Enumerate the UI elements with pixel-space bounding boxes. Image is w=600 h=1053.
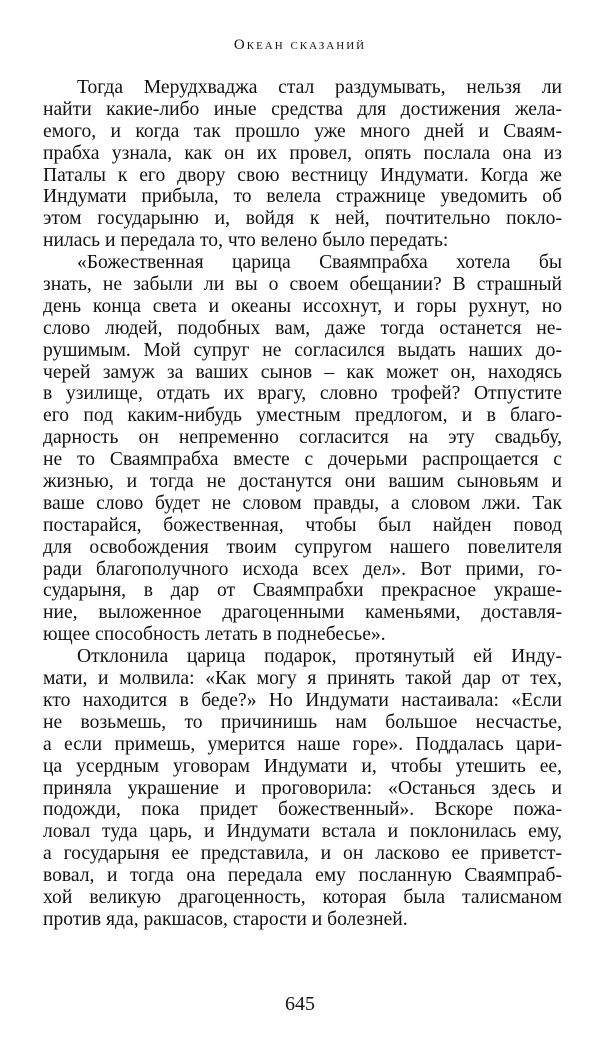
text-line: а государыня ее представила, и он ласково ее приветст- [43, 843, 562, 865]
text-line: его под каким-нибудь уместным предлогом, и в благо- [43, 405, 562, 427]
text-line: ради благополучного исхода всех дел». Вот прими, го- [43, 558, 562, 580]
text-line: подожди, пока придет божественный». Вскоре пожа- [43, 799, 562, 821]
text-line: а если примешь, умерится наше горе». Поддалась цари- [43, 733, 562, 755]
text-line: Тогда Мерудхваджа стал раздумывать, нельзя ли [77, 77, 562, 98]
text-line: приняла украшение и проговорила: «Останься здесь и [43, 777, 562, 799]
text-line: этом государыню и, войдя к ней, почтительно покло- [43, 208, 562, 230]
text-line: жизнью, и тогда не достанутся они вашим сыновьям и [43, 471, 562, 493]
text-line: день конца света и океаны иссохнут, и горы рухнут, но [43, 295, 562, 317]
text-line: для освобождения твоим супругом нашего повелителя [43, 536, 562, 558]
text-line: в узилище, отдать их врагу, словно трофей? Отпустите [43, 383, 562, 405]
text-line: черей замуж за ваших сынов – как может он, находясь [43, 361, 562, 383]
text-line: знать, не забыли ли вы о своем обещании? В страшный [43, 274, 562, 296]
text-line: вовал, и тогда она передала ему посланную Сваямпраб- [43, 865, 562, 887]
text-line: рушимым. Мой супруг не согласился выдать наших до- [43, 339, 562, 361]
text-line: «Божественная царица Сваямпрабха хотела бы [77, 252, 562, 274]
running-header: Океан сказаний [233, 37, 367, 53]
text-line: ловал туда царь, и Индумати встала и поклонилась ему, [43, 821, 562, 843]
text-line: сударыня, в дар от Сваямпрабхи прекрасное украше- [43, 580, 562, 602]
text-line: найти какие-либо иные средства для достижения жела- [43, 98, 562, 120]
text-line: не возьмешь, то причинишь нам большое несчастье, [43, 711, 562, 733]
text-line: постарайся, божественная, чтобы был найден повод [43, 514, 562, 536]
body-text [43, 77, 562, 931]
text-line: дарность он непременно согласится на эту свадьбу, [43, 427, 562, 449]
text-line: прабха узнала, как он их провел, опять послала она из [43, 142, 562, 164]
text-line: слово людей, подобных вам, даже тогда останется не- [43, 317, 562, 339]
text-line: ца усердным уговорам Индумати и, чтобы утешить ее, [43, 755, 562, 777]
text-line: ние, выложенное драгоценными каменьями, доставля- [43, 602, 562, 624]
page-number: 645 [285, 993, 315, 1015]
text-line: Отклонила царица подарок, протянутый ей Инду- [77, 646, 562, 668]
text-line: нилась и передала то, что велено было передать: [43, 230, 449, 252]
text-line: Паталы к его двору свою вестницу Индумати. Когда же [43, 164, 562, 186]
text-line: мати, и молвила: «Как могу я принять такой дар от тех, [43, 668, 562, 690]
text-line: хой великую драгоценность, которая была талисманом [43, 886, 562, 908]
text-line: не то Сваямпрабха вместе с дочерьми распрощается с [43, 449, 562, 471]
text-line: ваше слово будет не словом правды, а словом лжи. Так [43, 492, 562, 514]
text-line: против яда, ракшасов, старости и болезней. [43, 908, 408, 930]
text-line: емого, и когда так прошло уже много дней и Сваям- [43, 120, 562, 142]
text-line: Индумати прибыла, то велела стражнице уведомить об [43, 186, 562, 208]
text-line: кто находится в беде?» Но Индумати настаивала: «Если [43, 689, 562, 711]
text-line: ющее способность летать в поднебесье». [43, 624, 386, 646]
